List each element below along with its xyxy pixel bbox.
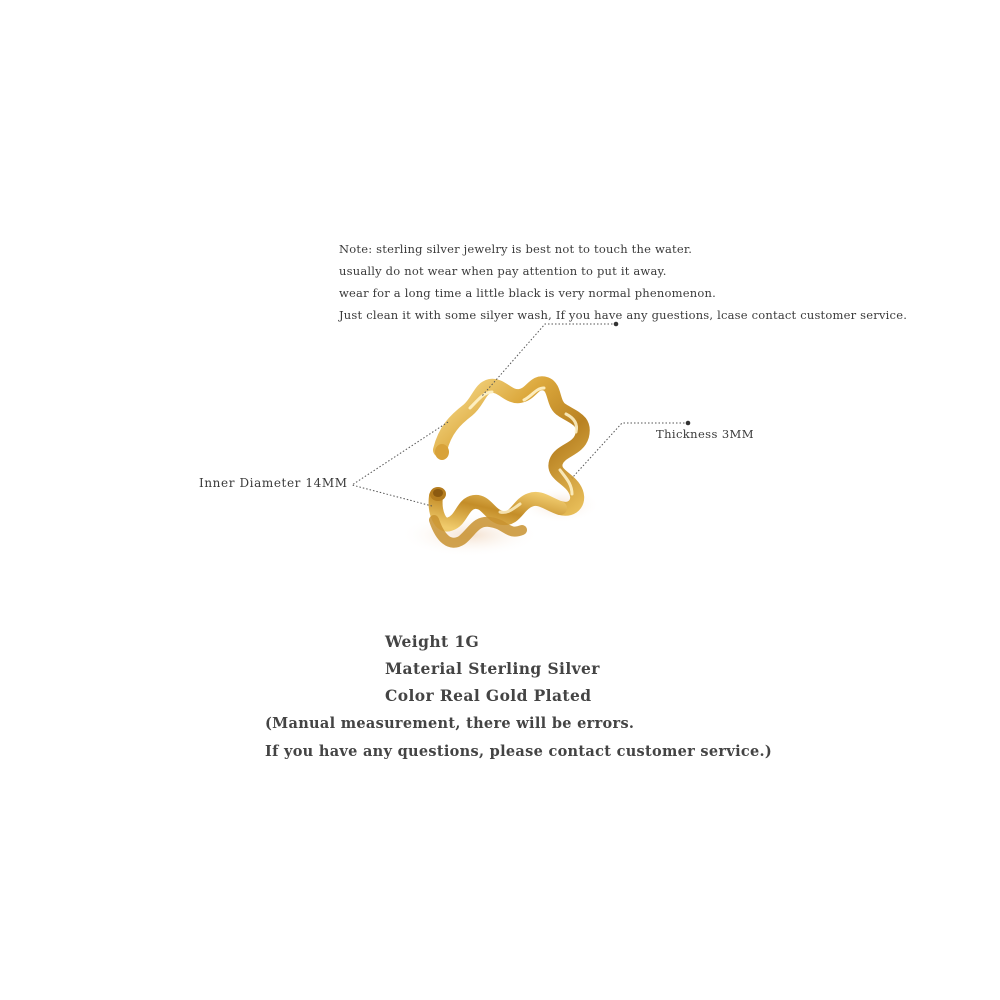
product-specs xyxy=(385,628,600,709)
inner-diameter-label: Inner Diameter 14MM xyxy=(199,476,348,490)
color-spec: Color Real Gold Plated xyxy=(385,686,592,705)
disclaimer-line-2: If you have any questions, please contact customer service.) xyxy=(265,743,773,760)
care-note xyxy=(339,238,907,326)
disclaimer-line-1: (Manual measurement, there will be errors. xyxy=(265,715,635,732)
measurement-disclaimer xyxy=(265,710,772,766)
care-note-line: wear for a long time a little black is very normal phenomenon. xyxy=(339,286,716,300)
weight-spec: Weight 1G xyxy=(385,632,480,651)
care-note-line: Note: sterling silver jewelry is best not to touch the water. xyxy=(339,242,693,256)
care-note-line: usually do not wear when pay attention to put it away. xyxy=(339,264,667,278)
material-spec: Material Sterling Silver xyxy=(385,659,600,678)
care-note-line: Just clean it with some silyer wash, If you have any guestions, lcase contact customer service. xyxy=(339,308,908,322)
thickness-label: Thickness 3MM xyxy=(656,427,754,441)
